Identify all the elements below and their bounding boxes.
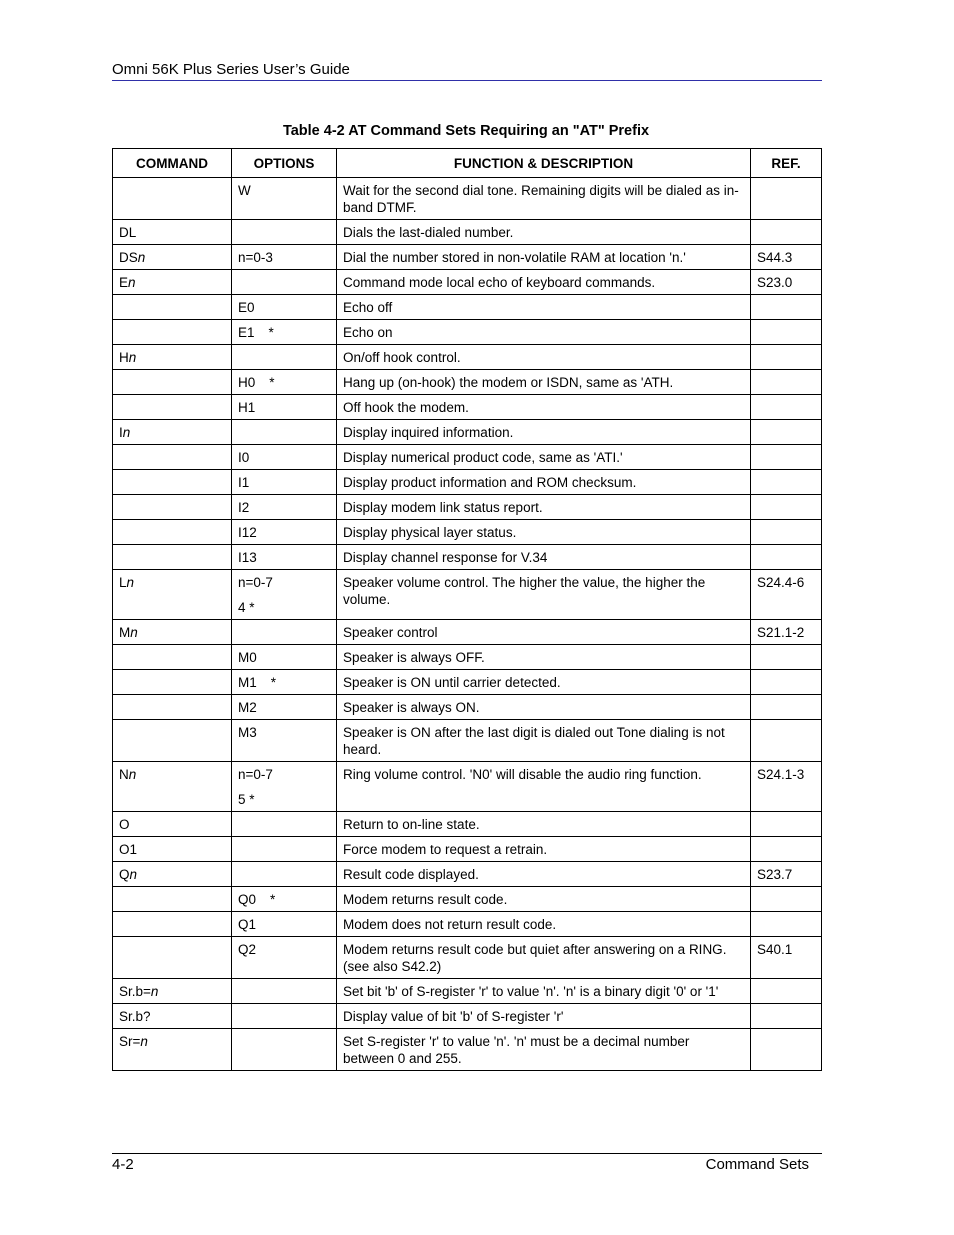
running-header: Omni 56K Plus Series User’s Guide: [112, 61, 350, 78]
command-name: Q: [119, 867, 130, 882]
command-name: Sr.b=: [119, 984, 151, 999]
table-row: [113, 178, 822, 220]
description-cell: Display value of bit 'b' of S-register 'r': [337, 1004, 751, 1029]
ref-cell: [751, 812, 822, 837]
option-value: H0: [238, 375, 256, 390]
option-value: n=0-7: [238, 767, 273, 782]
table-row: [113, 862, 822, 887]
table-row: [113, 670, 822, 695]
header-rule: [112, 80, 822, 81]
options-cell: [232, 395, 337, 420]
table-row: [113, 837, 822, 862]
description-cell: Modem does not return result code.: [337, 912, 751, 937]
ref-cell: [751, 887, 822, 912]
table-row: [113, 370, 822, 395]
table-row: [113, 445, 822, 470]
description-cell: Off hook the modem.: [337, 395, 751, 420]
options-cell: [232, 1004, 337, 1029]
description-cell: Modem returns result code.: [337, 887, 751, 912]
options-cell: [232, 345, 337, 370]
command-cell: [113, 320, 232, 345]
command-cell: [113, 370, 232, 395]
table-row: [113, 979, 822, 1004]
command-cell: [113, 837, 232, 862]
description-cell: Display channel response for V.34: [337, 545, 751, 570]
command-cell: [113, 695, 232, 720]
table-caption: Table 4-2 AT Command Sets Requiring an "AT" Prefix: [282, 123, 650, 139]
table-row: [113, 295, 822, 320]
description-cell: Wait for the second dial tone. Remaining digits will be dialed as in-band DTMF.: [337, 178, 751, 220]
description-cell: Return to on-line state.: [337, 812, 751, 837]
options-cell: [232, 1029, 337, 1071]
ref-cell: S24.4-6: [751, 570, 822, 620]
table-row: [113, 887, 822, 912]
command-cell: [113, 912, 232, 937]
option-value: M3: [238, 725, 257, 740]
table-row: [113, 270, 822, 295]
table-row: [113, 1004, 822, 1029]
command-parameter: n: [130, 625, 138, 640]
ref-cell: [751, 837, 822, 862]
table-row: [113, 345, 822, 370]
command-cell: [113, 178, 232, 220]
options-cell: [232, 762, 337, 812]
command-parameter: n: [126, 575, 135, 590]
command-parameter: n: [140, 1034, 148, 1049]
options-cell: [232, 270, 337, 295]
options-cell: [232, 720, 337, 762]
command-cell: [113, 345, 232, 370]
table-row: [113, 245, 822, 270]
description-cell: Speaker is ON after the last digit is dialed out Tone dialing is not heard.: [337, 720, 751, 762]
table-header-row: [113, 149, 822, 178]
default-marker: *: [268, 325, 274, 340]
ref-cell: S40.1: [751, 937, 822, 979]
table-row: [113, 470, 822, 495]
table-row: [113, 620, 822, 645]
table-row: [113, 720, 822, 762]
table-row: [113, 495, 822, 520]
command-name: E: [119, 275, 129, 290]
options-cell: [232, 812, 337, 837]
ref-cell: [751, 1029, 822, 1071]
description-cell: Command mode local echo of keyboard commands.: [337, 270, 751, 295]
options-cell: [232, 295, 337, 320]
default-marker: *: [269, 375, 275, 390]
description-cell: Set bit 'b' of S-register 'r' to value 'n'. 'n' is a binary digit '0' or '1': [337, 979, 751, 1004]
option-value: I13: [238, 550, 257, 565]
option-value: Q2: [238, 942, 257, 957]
ref-cell: [751, 1004, 822, 1029]
command-cell: [113, 720, 232, 762]
command-cell: [113, 395, 232, 420]
command-parameter: n: [128, 275, 136, 290]
command-name: H: [119, 350, 129, 365]
command-parameter: n: [150, 984, 159, 999]
option-value: W: [238, 183, 251, 198]
description-cell: Echo on: [337, 320, 751, 345]
command-cell: [113, 620, 232, 645]
description-cell: On/off hook control.: [337, 345, 751, 370]
description-cell: Speaker volume control. The higher the value, the higher the volume.: [337, 570, 751, 620]
command-cell: [113, 445, 232, 470]
table-row: [113, 520, 822, 545]
options-cell: [232, 545, 337, 570]
ref-cell: [751, 979, 822, 1004]
command-cell: [113, 670, 232, 695]
option-value: I1: [238, 475, 250, 490]
description-cell: Set S-register 'r' to value 'n'. 'n' must be a decimal number between 0 and 255.: [337, 1029, 751, 1071]
option-default: 5 *: [238, 792, 255, 807]
ref-cell: S24.1-3: [751, 762, 822, 812]
ref-cell: [751, 670, 822, 695]
command-parameter: n: [137, 250, 146, 265]
table-row: [113, 912, 822, 937]
options-cell: [232, 320, 337, 345]
ref-cell: [751, 695, 822, 720]
options-cell: [232, 912, 337, 937]
description-cell: Modem returns result code but quiet after answering on a RING. (see also S42.2): [337, 937, 751, 979]
options-cell: [232, 862, 337, 887]
default-marker: *: [270, 675, 277, 690]
command-cell: [113, 1004, 232, 1029]
command-name: L: [119, 575, 127, 590]
options-cell: [232, 570, 337, 620]
default-marker: *: [270, 892, 276, 907]
ref-cell: [751, 545, 822, 570]
table-row: [113, 762, 822, 812]
options-cell: [232, 937, 337, 979]
ref-cell: [751, 370, 822, 395]
command-cell: [113, 270, 232, 295]
command-cell: [113, 470, 232, 495]
options-cell: [232, 520, 337, 545]
command-name: DL: [119, 225, 137, 240]
command-cell: [113, 1029, 232, 1071]
options-cell: [232, 470, 337, 495]
command-cell: [113, 245, 232, 270]
footer-section-title: Command Sets: [705, 1156, 809, 1173]
table-row: [113, 645, 822, 670]
table-row: [113, 320, 822, 345]
table-body: [113, 178, 822, 1071]
description-cell: Speaker control: [337, 620, 751, 645]
table-row: [113, 220, 822, 245]
ref-cell: [751, 445, 822, 470]
command-cell: [113, 862, 232, 887]
description-cell: Speaker is ON until carrier detected.: [337, 670, 751, 695]
command-cell: [113, 520, 232, 545]
options-cell: [232, 837, 337, 862]
table-row: [113, 812, 822, 837]
command-name: N: [119, 767, 129, 782]
description-cell: Display numerical product code, same as 'ATI.': [337, 445, 751, 470]
command-parameter: n: [129, 867, 138, 882]
column-header-function: FUNCTION & DESCRIPTION: [337, 149, 751, 178]
ref-cell: [751, 395, 822, 420]
command-cell: [113, 887, 232, 912]
command-cell: [113, 937, 232, 979]
ref-cell: [751, 912, 822, 937]
description-cell: Display product information and ROM checksum.: [337, 470, 751, 495]
options-cell: [232, 979, 337, 1004]
column-header-options: OPTIONS: [232, 149, 337, 178]
options-cell: [232, 620, 337, 645]
table-row: [113, 545, 822, 570]
column-header-command: COMMAND: [113, 149, 232, 178]
table-row: [113, 937, 822, 979]
table-row: [113, 395, 822, 420]
description-cell: Echo off: [337, 295, 751, 320]
column-header-ref: REF.: [751, 149, 822, 178]
command-parameter: n: [122, 425, 131, 440]
ref-cell: [751, 720, 822, 762]
command-cell: [113, 420, 232, 445]
command-cell: [113, 545, 232, 570]
description-cell: Dial the number stored in non-volatile RAM at location 'n.': [337, 245, 751, 270]
description-cell: Force modem to request a retrain.: [337, 837, 751, 862]
ref-cell: [751, 420, 822, 445]
ref-cell: [751, 295, 822, 320]
ref-cell: S23.7: [751, 862, 822, 887]
ref-cell: S44.3: [751, 245, 822, 270]
ref-cell: S23.0: [751, 270, 822, 295]
description-cell: Hang up (on-hook) the modem or ISDN, same as 'ATH.: [337, 370, 751, 395]
command-cell: [113, 220, 232, 245]
options-cell: [232, 495, 337, 520]
command-parameter: n: [128, 767, 137, 782]
description-cell: Ring volume control. 'N0' will disable the audio ring function.: [337, 762, 751, 812]
command-name: I: [119, 425, 123, 440]
description-cell: Speaker is always ON.: [337, 695, 751, 720]
command-cell: [113, 570, 232, 620]
description-cell: Dials the last-dialed number.: [337, 220, 751, 245]
command-parameter: n: [128, 350, 137, 365]
command-name: DS: [119, 250, 138, 265]
ref-cell: [751, 345, 822, 370]
ref-cell: S21.1-2: [751, 620, 822, 645]
options-cell: [232, 887, 337, 912]
ref-cell: [751, 645, 822, 670]
ref-cell: [751, 320, 822, 345]
options-cell: [232, 178, 337, 220]
command-cell: [113, 295, 232, 320]
description-cell: Result code displayed.: [337, 862, 751, 887]
option-value: Q0: [238, 892, 257, 907]
options-cell: [232, 245, 337, 270]
option-value: n=0-7: [238, 575, 273, 590]
command-cell: [113, 495, 232, 520]
command-name: O: [119, 817, 130, 832]
footer-rule: [112, 1153, 822, 1154]
option-value: M1: [238, 675, 257, 690]
option-value: M2: [238, 700, 257, 715]
option-value: Q1: [238, 917, 257, 932]
table-row: [113, 695, 822, 720]
command-name: Sr=: [119, 1034, 141, 1049]
ref-cell: [751, 520, 822, 545]
ref-cell: [751, 495, 822, 520]
options-cell: [232, 695, 337, 720]
options-cell: [232, 445, 337, 470]
command-name: Sr.b?: [119, 1009, 151, 1024]
option-value: n=0-3: [238, 250, 273, 265]
command-name: O1: [119, 842, 138, 857]
command-cell: [113, 645, 232, 670]
command-cell: [113, 812, 232, 837]
options-cell: [232, 645, 337, 670]
table-row: [113, 570, 822, 620]
option-value: H1: [238, 400, 256, 415]
option-value: I12: [238, 525, 257, 540]
description-cell: Speaker is always OFF.: [337, 645, 751, 670]
options-cell: [232, 370, 337, 395]
page-number: 4-2: [112, 1156, 134, 1173]
command-cell: [113, 979, 232, 1004]
table-row: [113, 420, 822, 445]
option-value: I0: [238, 450, 250, 465]
option-value: M0: [238, 650, 257, 665]
options-cell: [232, 220, 337, 245]
options-cell: [232, 420, 337, 445]
option-value: I2: [238, 500, 250, 515]
ref-cell: [751, 220, 822, 245]
description-cell: Display modem link status report.: [337, 495, 751, 520]
option-value: E1: [238, 325, 255, 340]
command-cell: [113, 762, 232, 812]
table-row: [113, 1029, 822, 1071]
description-cell: Display inquired information.: [337, 420, 751, 445]
ref-cell: [751, 470, 822, 495]
option-value: E0: [238, 300, 255, 315]
at-command-table: [112, 148, 822, 1071]
option-default: 4 *: [238, 600, 255, 615]
options-cell: [232, 670, 337, 695]
description-cell: Display physical layer status.: [337, 520, 751, 545]
ref-cell: [751, 178, 822, 220]
command-name: M: [119, 625, 131, 640]
